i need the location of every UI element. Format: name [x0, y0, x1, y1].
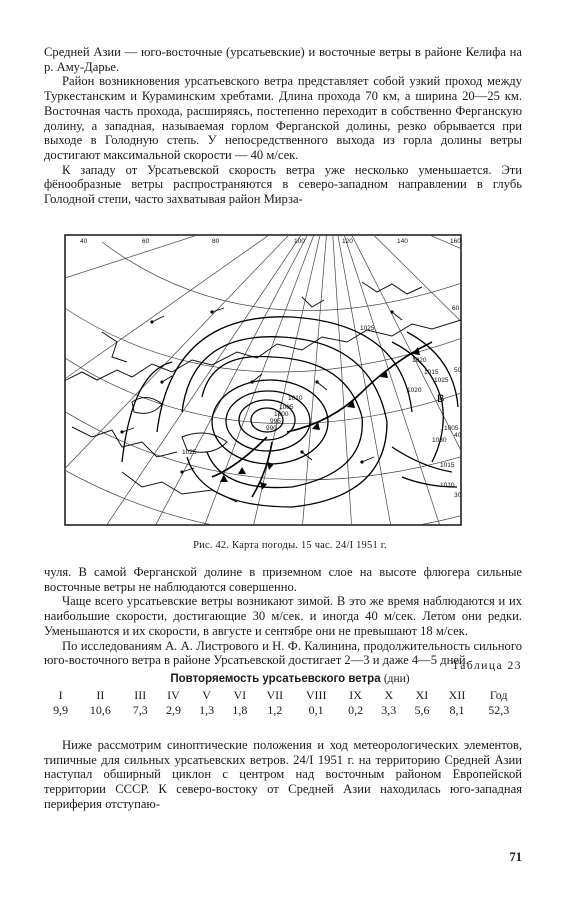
table-header-cell: VI [233, 688, 247, 702]
isobar-label: 1010 [288, 395, 303, 402]
table-header-cell: XII [448, 688, 466, 702]
table-cell: 3,3 [381, 703, 397, 717]
isobar-label: 1005 [444, 425, 459, 432]
table-header-cell: V [202, 688, 211, 702]
text-block-top [44, 45, 522, 207]
table-cell: 5,6 [414, 703, 430, 717]
paragraph: чуля. В самой Ферганской долине в приземном слое на высоте флюгера сильные восточные ветры не наблюдаются совершенно. [44, 565, 522, 594]
latitude-label: 50 [454, 367, 462, 374]
longitude-label: 60 [142, 238, 150, 245]
weather-map-figure [62, 232, 464, 528]
table-cell: 7,3 [132, 703, 148, 717]
table-cell: 1,8 [232, 703, 248, 717]
table-cell: 1,3 [199, 703, 215, 717]
table-header-cell: I [58, 688, 63, 702]
longitude-label: 100 [294, 238, 305, 245]
isobar-label: 1025 [360, 325, 375, 332]
table-cell: 0,1 [308, 703, 324, 717]
isobar-label: 990 [266, 425, 277, 432]
table-header-cell: III [134, 688, 147, 702]
table-header-cell: IX [349, 688, 362, 702]
table-unit: (дни) [383, 673, 410, 685]
longitude-label: 140 [397, 238, 408, 245]
paragraph: К западу от Урсатьевской скорость ветра уже несколько уменьшается. Эти фёнообразные ветры распространяются в северо-западном направлении в глубь Голодной степи, часто захватывая район Мирза- [44, 162, 522, 207]
isobar-label: 1025 [434, 377, 449, 384]
latitude-label: 30 [454, 492, 462, 499]
table-label: Таблица 23 [452, 660, 522, 672]
table-cell: 2,9 [165, 703, 181, 717]
table-title [0, 673, 580, 685]
table-cell: 9,9 [53, 703, 69, 717]
table-header-cell: Год [489, 688, 508, 702]
text-block-bottom [44, 738, 522, 812]
table-header-cell: VIII [305, 688, 327, 702]
table-cell: 0,2 [348, 703, 364, 717]
longitude-label: 160 [450, 238, 461, 245]
table-title-text: Повторяемость урсатьевского ветра [170, 673, 381, 685]
table-header-cell: VII [266, 688, 284, 702]
isobar-label: 1020 [407, 387, 422, 394]
page-number: 71 [509, 850, 522, 864]
isobar-label: 1020 [412, 357, 427, 364]
isobar-label: 1015 [440, 462, 455, 469]
table-header-cell: IV [167, 688, 180, 702]
isobar-label: 1025 [182, 449, 197, 456]
table-row [44, 703, 522, 718]
table-header-cell: XI [415, 688, 429, 702]
paragraph: Средней Азии — юго-восточные (урсатьевские) и восточные ветры в районе Келифа на р. Аму-Дарье. [44, 45, 522, 74]
table-header-cell: X [384, 688, 394, 702]
isobar-label: 1000 [274, 411, 289, 418]
table-cell: 8,1 [449, 703, 465, 717]
isobar-label: 1015 [424, 369, 439, 376]
isobar-label: 995 [270, 418, 281, 425]
text-block-middle [44, 565, 522, 668]
figure-caption: Рис. 42. Карта погоды. 15 час. 24/I 1951 г. [193, 540, 387, 551]
latitude-label: 40 [454, 432, 462, 439]
paragraph: Чаще всего урсатьевские ветры возникают зимой. В это же время наблюдаются и их наибольшие скорости, достигающие 30 м/сек. и иногда 40 м/сек. Летом они редки. Уменьшаются и их скорости, в августе и сентябре они не превышают 18 м/сек. [44, 594, 522, 638]
table-header-row [44, 688, 522, 703]
table-header-cell: II [96, 688, 105, 702]
table-cell: 1,2 [267, 703, 283, 717]
paragraph: Ниже рассмотрим синоптические положения и ход метеорологических элементов, типичные для сильных урсатьевских ветров. 24/I 1951 г. на территорию Средней Азии наступал обширный циклон с центром над восточным районом Европейской территории СССР. К северо-востоку от Средней Азии находилась юго-западная периферия отступаю- [44, 738, 522, 811]
paragraph: Район возникновения урсатьевского ветра представляет собой узкий проход между Туркестанским и Кураминским хребтами. Длина прохода 70 км, а ширина 20—25 км. Восточная часть прохода, расширяясь, постепенно переходит в собственно Ферганскую долину, а западная, называемая горлом Ферганской долины, резко обрывается при выходе в Голодную степь. У непосредственного выхода из горла долины ветры достигают максимальной скорости — 40 м/сек. [44, 74, 522, 162]
weather-map [62, 232, 464, 528]
isobar-label: 1030 [432, 437, 447, 444]
longitude-label: 40 [80, 238, 88, 245]
isobar-label: 1005 [279, 404, 294, 411]
frequency-table [44, 688, 522, 718]
pressure-center-label: В [437, 393, 445, 405]
table-cell: 52,3 [488, 703, 510, 717]
latitude-label: 60 [452, 305, 460, 312]
longitude-label: 120 [342, 238, 353, 245]
longitude-label: 80 [212, 238, 220, 245]
paragraph: По исследованиям А. А. Листрового и Н. Ф. Калинина, продолжительность сильного юго-восточного ветра в районе Урсатьевской достигает 2—3 и даже 4—5 дней. [44, 638, 522, 668]
isobar-label: 1010 [440, 482, 455, 489]
table-cell: 10,6 [89, 703, 111, 717]
